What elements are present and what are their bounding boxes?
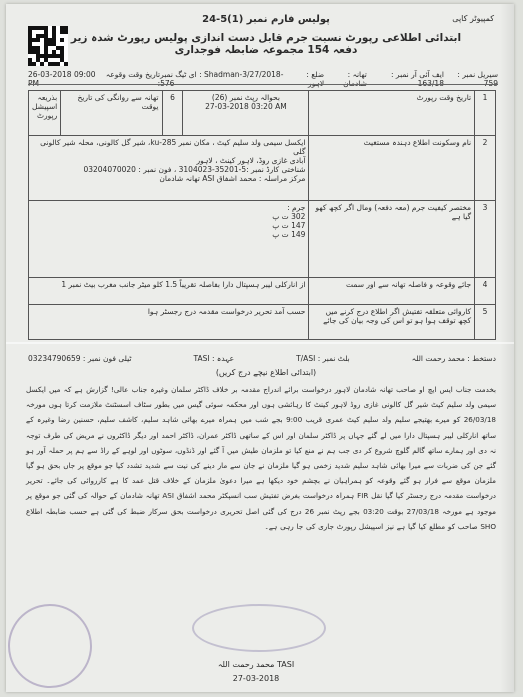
complainant-line: ایکسل سیمی ولد سلیم کیٹ ، مکان نمبر 285-ku، شیر گل کالونی، محلہ شیر کالونی گلی [40, 138, 306, 156]
row-number: 3 [475, 201, 496, 278]
belt-label: بلٹ نمبر : [317, 354, 350, 363]
fir-number: ایف آئی آر نمبر : 163/18 [391, 70, 444, 88]
divider [28, 84, 498, 85]
row-number: 1 [475, 91, 496, 136]
departure-value: بذریعہ اسپیشل رپورٹ [29, 91, 61, 136]
phone-label: ٹیلی فون نمبر : [82, 354, 132, 363]
copy-label: کمپیوٹر کاپی [452, 14, 494, 23]
belt-block [296, 354, 350, 363]
qr-cell [64, 62, 68, 66]
narrative-text: بخدمت جناب ایس ایچ او صاحب تھانہ شادمان لاہور درخواست برائے اندراج مقدمہ بر خلاف ڈاکٹر سلمان وغیرہ جناب عالی! گزارش ہے کہ میں ایکسل سیمی ولد سلیم کیٹ شیر گل کالونی غازی روڈ لاہور کینٹ کا رہائشی ہوں اور محکمہ سوئی گیس میں بطور سٹاف اسسٹنٹ ملازمت کرتا ہوں مورخہ 26/03/18 کو میرے بھتیجے سلیم ولد سلیم کیٹ عمری قریب 9:00 بجے شب میں ہمراہ میرے بھائی شاہد سلیم، کاشف سلیم، حسنین رضا وغیرہ کے ساتھ انارکلی لیبر ہسپتال دارا میں لے گئے جہاں پر ڈاکٹر سلمان اور اس کے ساتھی ڈاکٹر عمران، ڈاکٹر احمد اور دیگر ڈاکٹروں نے مریض کی طرف توجہ نہ دی اور ہمارے ساتھ گالم گلوچ شروع کر دی جب ہم نے منع کیا تو ملزمان طیش میں آ گئے اور ڈنڈوں، سوٹوں اور لوہے کے راڈ سے ہم پر حملہ آور ہو گئے جن کی ضربات سے میرا بھائی شاہد سلیم شدید زخمی ہو گیا ملزمان نے جان سے مار دینے کی نیت سے شدید تشدد کیا جو موقع پر جاں بحق ہو گیا ملزمان موقع سے فرار ہو گئے وقوعہ کو ہمراہیان نے بچشم خود دیکھا ہے میرا دعویٰ ملزمان کے خلاف قتل عمد کا ہے کارروائی کی جائے۔ تحریر درخواست مقدمہ درج رجسٹر کیا گیا نقل FIR ہمراہ درخواست بغرض تفتیش سب انسپکٹر محمد اشفاق ASI تھانہ شادمان کے حوالہ کی گئی جو موقع پر موجود ہے مورخہ 27/03/18 بوقت 03:20 بجے رپٹ نمبر 26 درج کی گئی اصل تحریری درخواست بحق سرکار ضبط کی گئی ہے حسب ضابطہ اطلاع SHO صاحب کو مطلع کیا گیا ہے نیز اسپیشل رپورٹ جاری کی جا رہی ہے۔ [26, 385, 497, 531]
complainant-line: مرکز مراسلہ : محمد اشفاق ASI تھانہ شادمان [159, 174, 306, 183]
incident-datetime: 26-03-2018 09:00 PM [27, 70, 96, 88]
offence-item: 147 ت پ [272, 221, 306, 230]
offence-item: 149 ت پ [272, 230, 306, 239]
complainant-line: شناختی کارڈ نمبر :5-35201-3104023 ، فون نمبر : 03204070020 [83, 165, 306, 174]
qr-code-icon [28, 26, 68, 66]
serial-number: سیریل نمبر : 759 [457, 70, 498, 88]
narrative-subtitle: (ابتدائی اطلاع نیچے درج کریں) [215, 368, 317, 377]
signature-label: دستخط : [467, 354, 496, 363]
table-row [29, 201, 496, 278]
document-title: ابتدائی اطلاعی رپورٹ نسبت جرم قابل دست اندازی پولیس رپورٹ شدہ زیر دفعہ 154 مجموعہ ضابطہ فوجداری [70, 32, 462, 56]
report-table [28, 90, 496, 340]
row-number: 5 [475, 305, 496, 340]
footer-signatory: TASI محمد رحمت اللہ [217, 660, 295, 669]
table-row [29, 136, 496, 201]
rank: T/ASI [296, 354, 316, 363]
complainant-line: آبادی غازی روڈ، لاہور کینٹ ، لاہور [196, 156, 306, 165]
table-row [29, 305, 496, 340]
district: ضلع : لاہور [306, 70, 325, 88]
row-label: کاروائی متعلقہ تفتیش اگر اطلاع درج کرنے میں کچھ توقف ہوا ہو تو اس کی وجہ بیان کی جائے [309, 305, 475, 340]
phone-number: 03234790659 [28, 354, 81, 363]
offence-details [29, 201, 309, 278]
etag-reference: ای ٹیگ نمبر : Shadman-3/27/2018-576 [160, 70, 284, 88]
row-number: 2 [475, 136, 496, 201]
designation: TASI [193, 354, 210, 363]
row-number: 4 [475, 278, 496, 305]
row-label: تاریخ وقت رپورٹ [309, 91, 475, 136]
footer-date: 27-03-2018 [232, 674, 280, 683]
complainant-details [29, 136, 309, 201]
report-reference: بحوالہ رپٹ نمبر (26) [211, 93, 280, 102]
signature-name: محمد رحمت اللہ [411, 354, 465, 363]
table-row [29, 278, 496, 305]
report-datetime-cell [183, 91, 309, 136]
designation-block [193, 354, 234, 363]
designation-label: عہدہ : [211, 354, 235, 363]
meta-row [28, 70, 498, 88]
row-number: 6 [162, 91, 183, 136]
page-edge-shadow [500, 4, 514, 692]
departure-label: تھانہ سے روانگی کی تاریخ یوقت [61, 91, 162, 136]
row-label: نام وسکونت اطلاع دہندہ مستغیث [309, 136, 475, 201]
action-taken: حسب آمد تحریر درخواست مقدمہ درج رجسٹر ہوا [29, 305, 309, 340]
signature-stamp [192, 604, 326, 652]
form-number: پولیس فارم نمبر (1)5-24 [202, 14, 330, 25]
report-datetime: 27-03-2018 03:20 AM [205, 102, 287, 111]
fir-document-page [6, 4, 514, 692]
incident-location: از انارکلی لیبر ہسپتال دارا بفاصلہ تقریباً 1.5 کلو میٹر جانب مغرب بیٹ نمبر 1 [29, 278, 309, 305]
signature-block [412, 354, 496, 363]
police-station: تھانہ : شادمان [343, 70, 367, 88]
phone-block [28, 354, 131, 363]
offence-item: 302 ت پ [272, 212, 306, 221]
offence-title: جرم : [287, 203, 306, 212]
paper-fold-line [6, 342, 514, 344]
row-label: جائے وقوعہ و فاصلہ تھانہ سے اور سمت [309, 278, 475, 305]
incident-datetime-label: تاریخ وقت وقوعہ : [105, 70, 161, 88]
signature-row [28, 354, 496, 363]
police-seal-stamp [6, 595, 101, 692]
row-label: مختصر کیفیت جرم (معہ دفعہ) ومال اگر کچھ کھو گیا ہے [309, 201, 475, 278]
table-row [29, 91, 496, 136]
